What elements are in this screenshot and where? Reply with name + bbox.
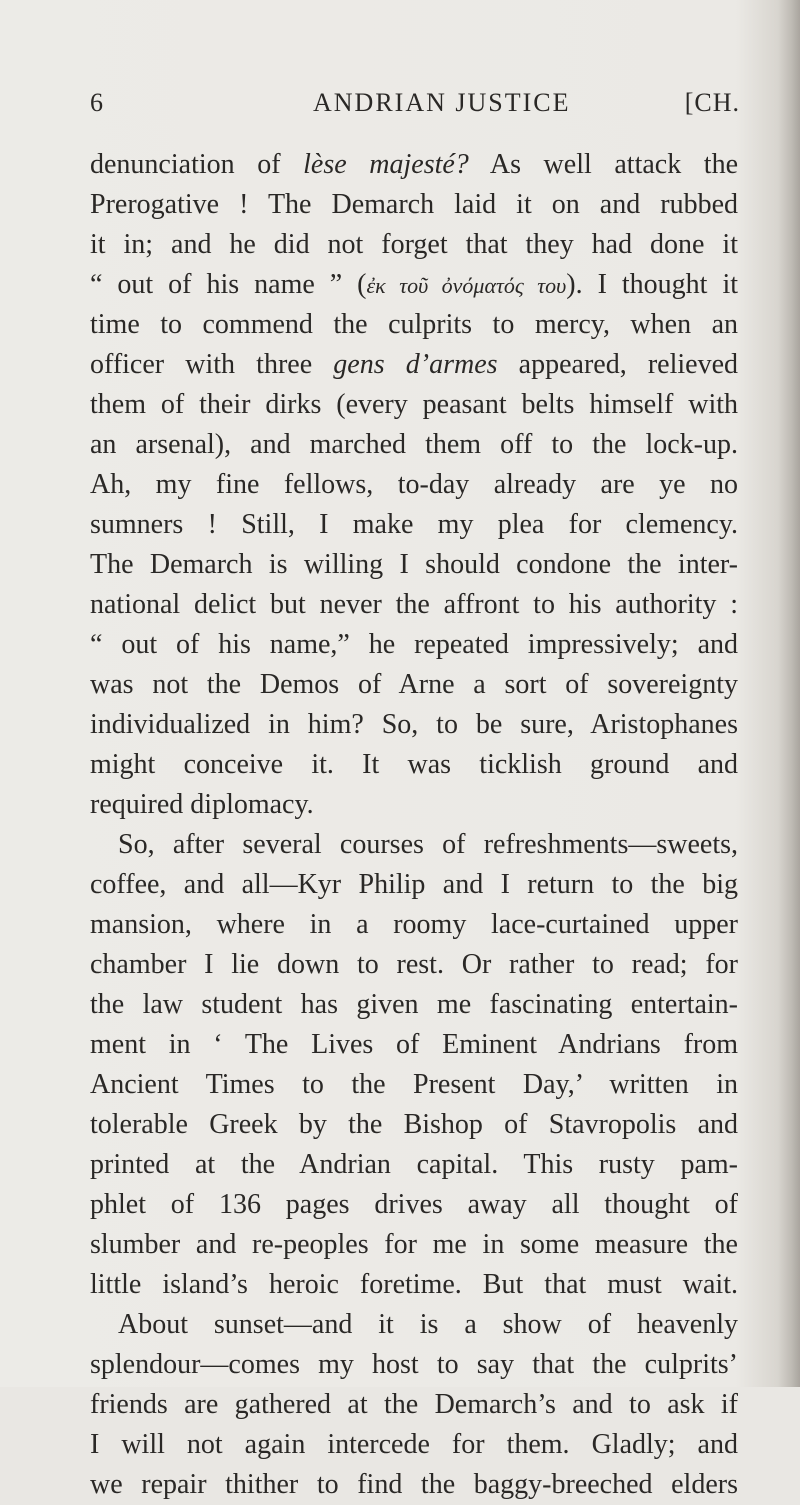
text-line: “ out of his name,” he repeated impressively; and bbox=[90, 629, 738, 660]
text-line: we repair thither to find the baggy-breeched elders bbox=[90, 1469, 738, 1500]
body-text bbox=[90, 145, 738, 1505]
text-line: About sunset—and it is a show of heavenly bbox=[118, 1309, 738, 1340]
text-line: So, after several courses of refreshments—sweets, bbox=[118, 829, 738, 860]
running-title: ANDRIAN JUSTICE bbox=[313, 88, 571, 117]
text-run: “ out of his name ” ( bbox=[90, 269, 367, 300]
text-line bbox=[90, 265, 738, 305]
text-line: Prerogative ! The Demarch laid it on and rubbed bbox=[90, 189, 738, 220]
text-run: appeared, relieved bbox=[497, 349, 739, 380]
text-line: The Demarch is willing I should condone the inter- bbox=[90, 549, 738, 580]
text-line: chamber I lie down to rest. Or rather to read; for bbox=[90, 949, 738, 980]
text-run: As well attack the bbox=[468, 149, 738, 180]
text-line: little island’s heroic foretime. But that must wait. bbox=[90, 1269, 738, 1300]
text-line: friends are gathered at the Demarch’s and to ask if bbox=[90, 1389, 738, 1420]
text-line: an arsenal), and marched them off to the lock-up. bbox=[90, 429, 738, 460]
text-line: required diplomacy. bbox=[90, 789, 314, 820]
text-run: denunciation of bbox=[90, 149, 304, 180]
text-line: Ah, my fine fellows, to-day already are ye no bbox=[90, 469, 738, 500]
text-run: ). I thought it bbox=[566, 269, 738, 300]
text-line: mansion, where in a roomy lace-curtained upper bbox=[90, 909, 738, 940]
italic-phrase: lèse majesté? bbox=[303, 149, 469, 180]
text-line: coffee, and all—Kyr Philip and I return to the big bbox=[90, 869, 738, 900]
page-edge-shadow bbox=[778, 0, 800, 1387]
text-line: Ancient Times to the Present Day,’ written in bbox=[90, 1069, 738, 1100]
text-line: it in; and he did not forget that they had done it bbox=[90, 229, 738, 260]
chapter-mark: [CH. bbox=[684, 88, 740, 117]
text-line: tolerable Greek by the Bishop of Stavropolis and bbox=[90, 1109, 738, 1140]
italic-phrase: gens d’armes bbox=[333, 349, 498, 380]
text-line: splendour—comes my host to say that the culprits’ bbox=[90, 1349, 738, 1380]
text-line: individualized in him? So, to be sure, Aristophanes bbox=[90, 709, 738, 740]
text-line: national delict but never the affront to his authority : bbox=[90, 589, 738, 620]
greek-phrase: ἐκ τοῦ ὀνόματός του bbox=[366, 273, 567, 298]
page-number: 6 bbox=[90, 88, 104, 117]
text-line: I will not again intercede for them. Gladly; and bbox=[90, 1429, 738, 1460]
text-line bbox=[90, 145, 738, 185]
text-line: sumners ! Still, I make my plea for clemency. bbox=[90, 509, 738, 540]
text-line: ment in ‘ The Lives of Eminent Andrians from bbox=[90, 1029, 738, 1060]
text-line: phlet of 136 pages drives away all thought of bbox=[90, 1189, 738, 1220]
text-line: was not the Demos of Arne a sort of sovereignty bbox=[90, 669, 738, 700]
text-line: printed at the Andrian capital. This rusty pam- bbox=[90, 1149, 738, 1180]
text-line: slumber and re-peoples for me in some measure the bbox=[90, 1229, 738, 1260]
text-line: them of their dirks (every peasant belts himself with bbox=[90, 389, 738, 420]
text-line bbox=[90, 345, 738, 385]
text-line: the law student has given me fascinating entertain- bbox=[90, 989, 738, 1020]
text-run: officer with three bbox=[90, 349, 334, 380]
text-line: might conceive it. It was ticklish ground and bbox=[90, 749, 738, 780]
text-line: time to commend the culprits to mercy, when an bbox=[90, 309, 738, 340]
running-header bbox=[90, 88, 740, 118]
